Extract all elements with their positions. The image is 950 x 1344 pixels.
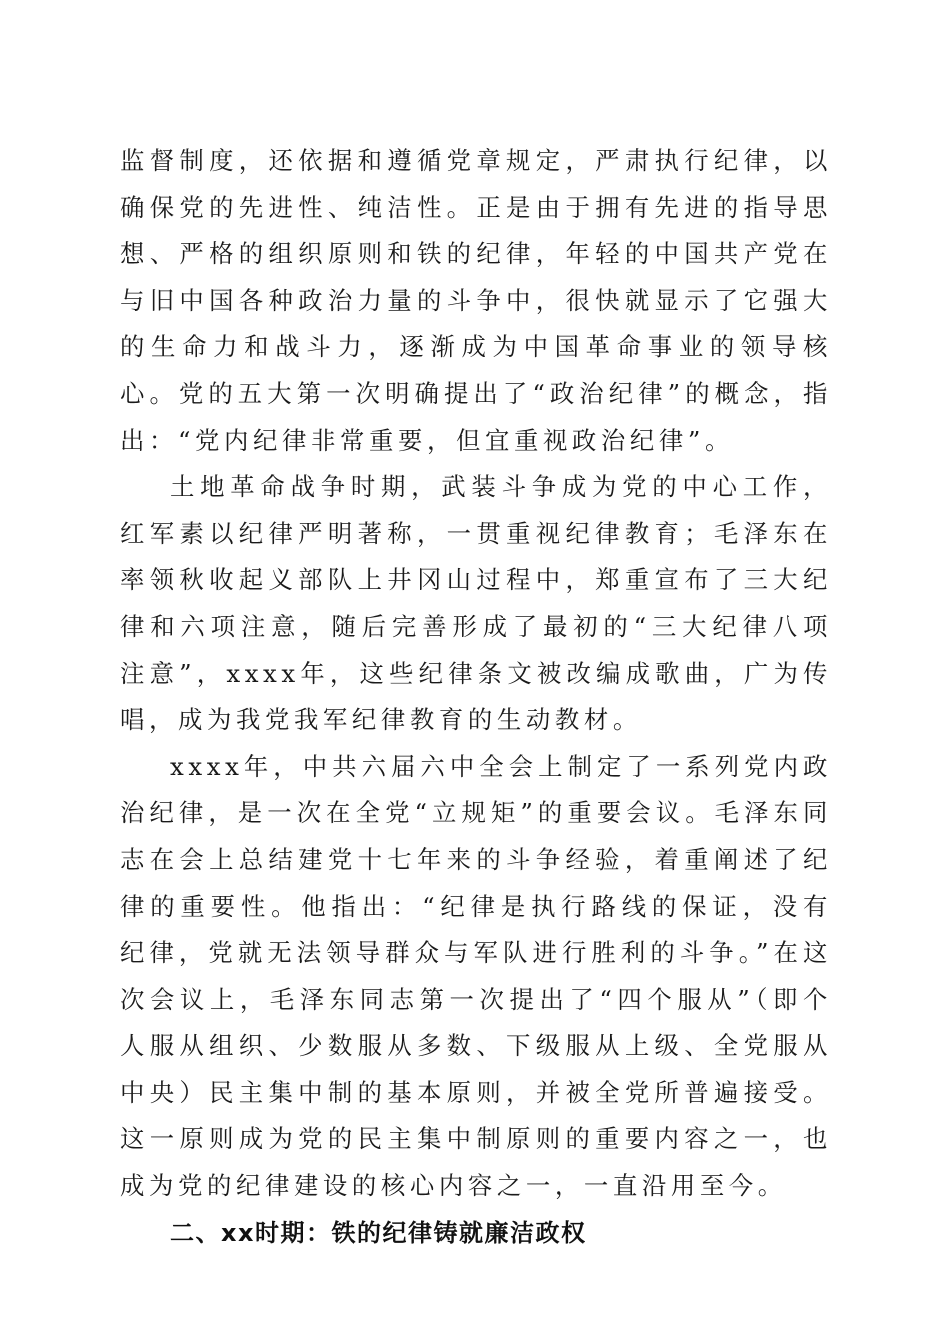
paragraph-continuation: 监督制度，还依据和遵循党章规定，严肃执行纪律，以确保党的先进性、纯洁性。正是由于拥有先进的指导思想、严格的组织原则和铁的纪律，年轻的中国共产党在与旧中国各种政治力量的斗争中，很快就显示了它强大的生命力和战斗力，逐渐成为中国革命事业的领导核心。党的五大第一次明确提出了“政治纪律”的概念，指出：“党内纪律非常重要，但宜重视政治纪律”。 (120, 146, 832, 455)
paragraph-land-revolution: 土地革命战争时期，武装斗争成为党的中心工作，红军素以纪律严明著称，一贯重视纪律教育；毛泽东在率领秋收起义部队上井冈山过程中，郑重宣布了三大纪律和六项注意，随后完善形成了最初的“三大纪律八项注意”，xxxx年，这些纪律条文被改编成歌曲，广为传唱，成为我党我军纪律教育的生动教材。 (120, 472, 832, 735)
document-body (120, 138, 832, 1256)
paragraph-sixth-plenum: xxxx年，中共六届六中全会上制定了一系列党内政治纪律，是一次在全党“立规矩”的重要会议。毛泽东同志在会上总结建党十七年来的斗争经验，着重阐述了纪律的重要性。他指出：“纪律是执行路线的保证，没有纪律，党就无法领导群众与军队进行胜利的斗争。”在这次会议上，毛泽东同志第一次提出了“四个服从”（即个人服从组织、少数服从多数、下级服从上级、全党服从中央）民主集中制的基本原则，并被全党所普遍接受。这一原则成为党的民主集中制原则的重要内容之一，也成为党的纪律建设的核心内容之一，一直沿用至今。 (120, 751, 832, 1201)
section-heading: 二、xx时期：铁的纪律铸就廉洁政权 (170, 1218, 587, 1247)
